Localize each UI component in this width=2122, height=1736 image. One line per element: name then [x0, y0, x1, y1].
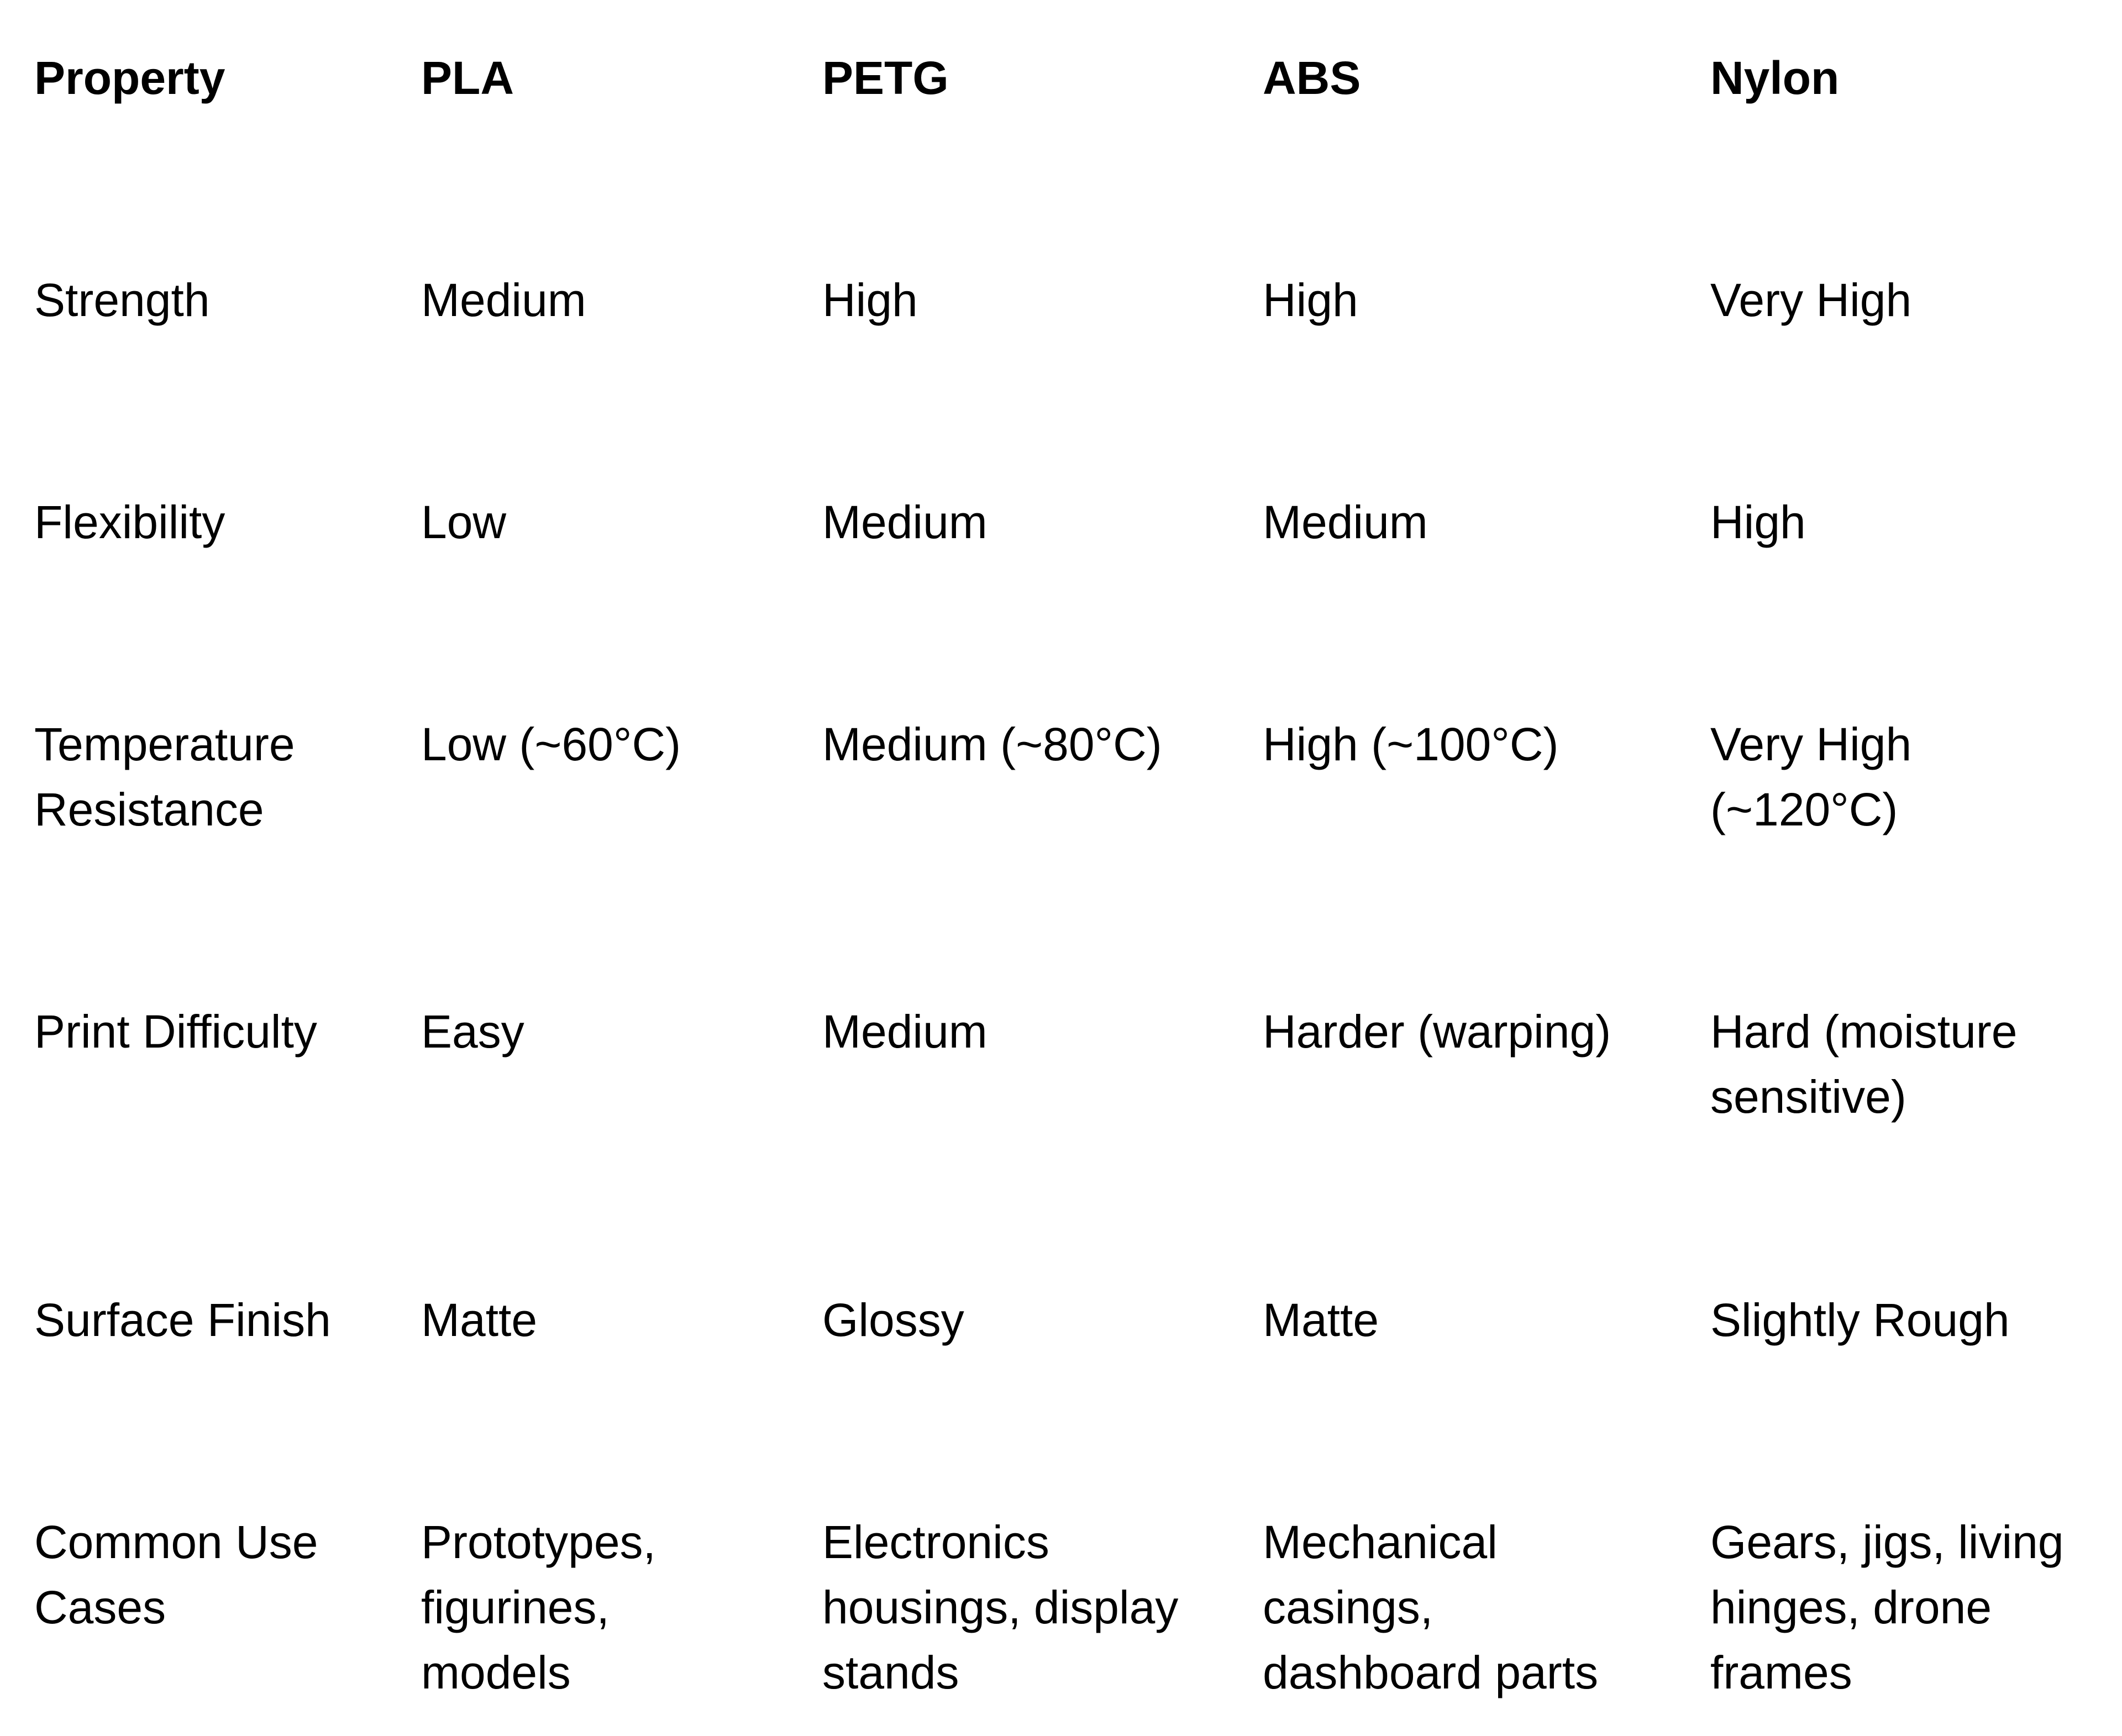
table-cell: High	[1710, 496, 1806, 548]
table-cell: Low (~60°C)	[421, 718, 681, 770]
table-cell: Matte	[421, 1294, 538, 1346]
table-cell: High	[822, 274, 918, 326]
row-label: Print Difficulty	[34, 1006, 317, 1058]
table-cell: Glossy	[822, 1294, 964, 1346]
column-header-petg: PETG	[822, 52, 949, 104]
row-label: Common Use Cases	[34, 1516, 318, 1633]
table-cell: Mechanical casings, dashboard parts	[1263, 1516, 1599, 1698]
table-cell: Prototypes, figurines, models	[421, 1516, 656, 1698]
table-cell: Gears, jigs, living hinges, drone frames	[1710, 1516, 2064, 1698]
table-cell: Medium (~80°C)	[822, 718, 1162, 770]
column-header-abs: ABS	[1263, 52, 1361, 104]
row-label: Strength	[34, 274, 210, 326]
column-header-property: Property	[34, 52, 225, 104]
row-label: Flexibility	[34, 496, 225, 548]
column-header-pla: PLA	[421, 52, 514, 104]
table-cell: Electronics housings, display stands	[822, 1516, 1179, 1698]
table-cell: Very High (~120°C)	[1710, 718, 1912, 835]
table-cell: Matte	[1263, 1294, 1379, 1346]
table-cell: Medium	[1263, 496, 1428, 548]
table-cell: Very High	[1710, 274, 1912, 326]
table-cell: High	[1263, 274, 1358, 326]
table-cell: Medium	[822, 496, 988, 548]
table-cell: Medium	[822, 1006, 988, 1058]
column-header-nylon: Nylon	[1710, 52, 1840, 104]
table-cell: Easy	[421, 1006, 524, 1058]
table-cell: Harder (warping)	[1263, 1006, 1611, 1058]
table-cell: Medium	[421, 274, 586, 326]
table-cell: High (~100°C)	[1263, 718, 1559, 770]
row-label: Surface Finish	[34, 1294, 331, 1346]
table-cell: Slightly Rough	[1710, 1294, 2010, 1346]
row-label: Temperature Resistance	[34, 718, 295, 835]
table-cell: Low	[421, 496, 507, 548]
table-cell: Hard (moisture sensitive)	[1710, 1006, 2018, 1123]
